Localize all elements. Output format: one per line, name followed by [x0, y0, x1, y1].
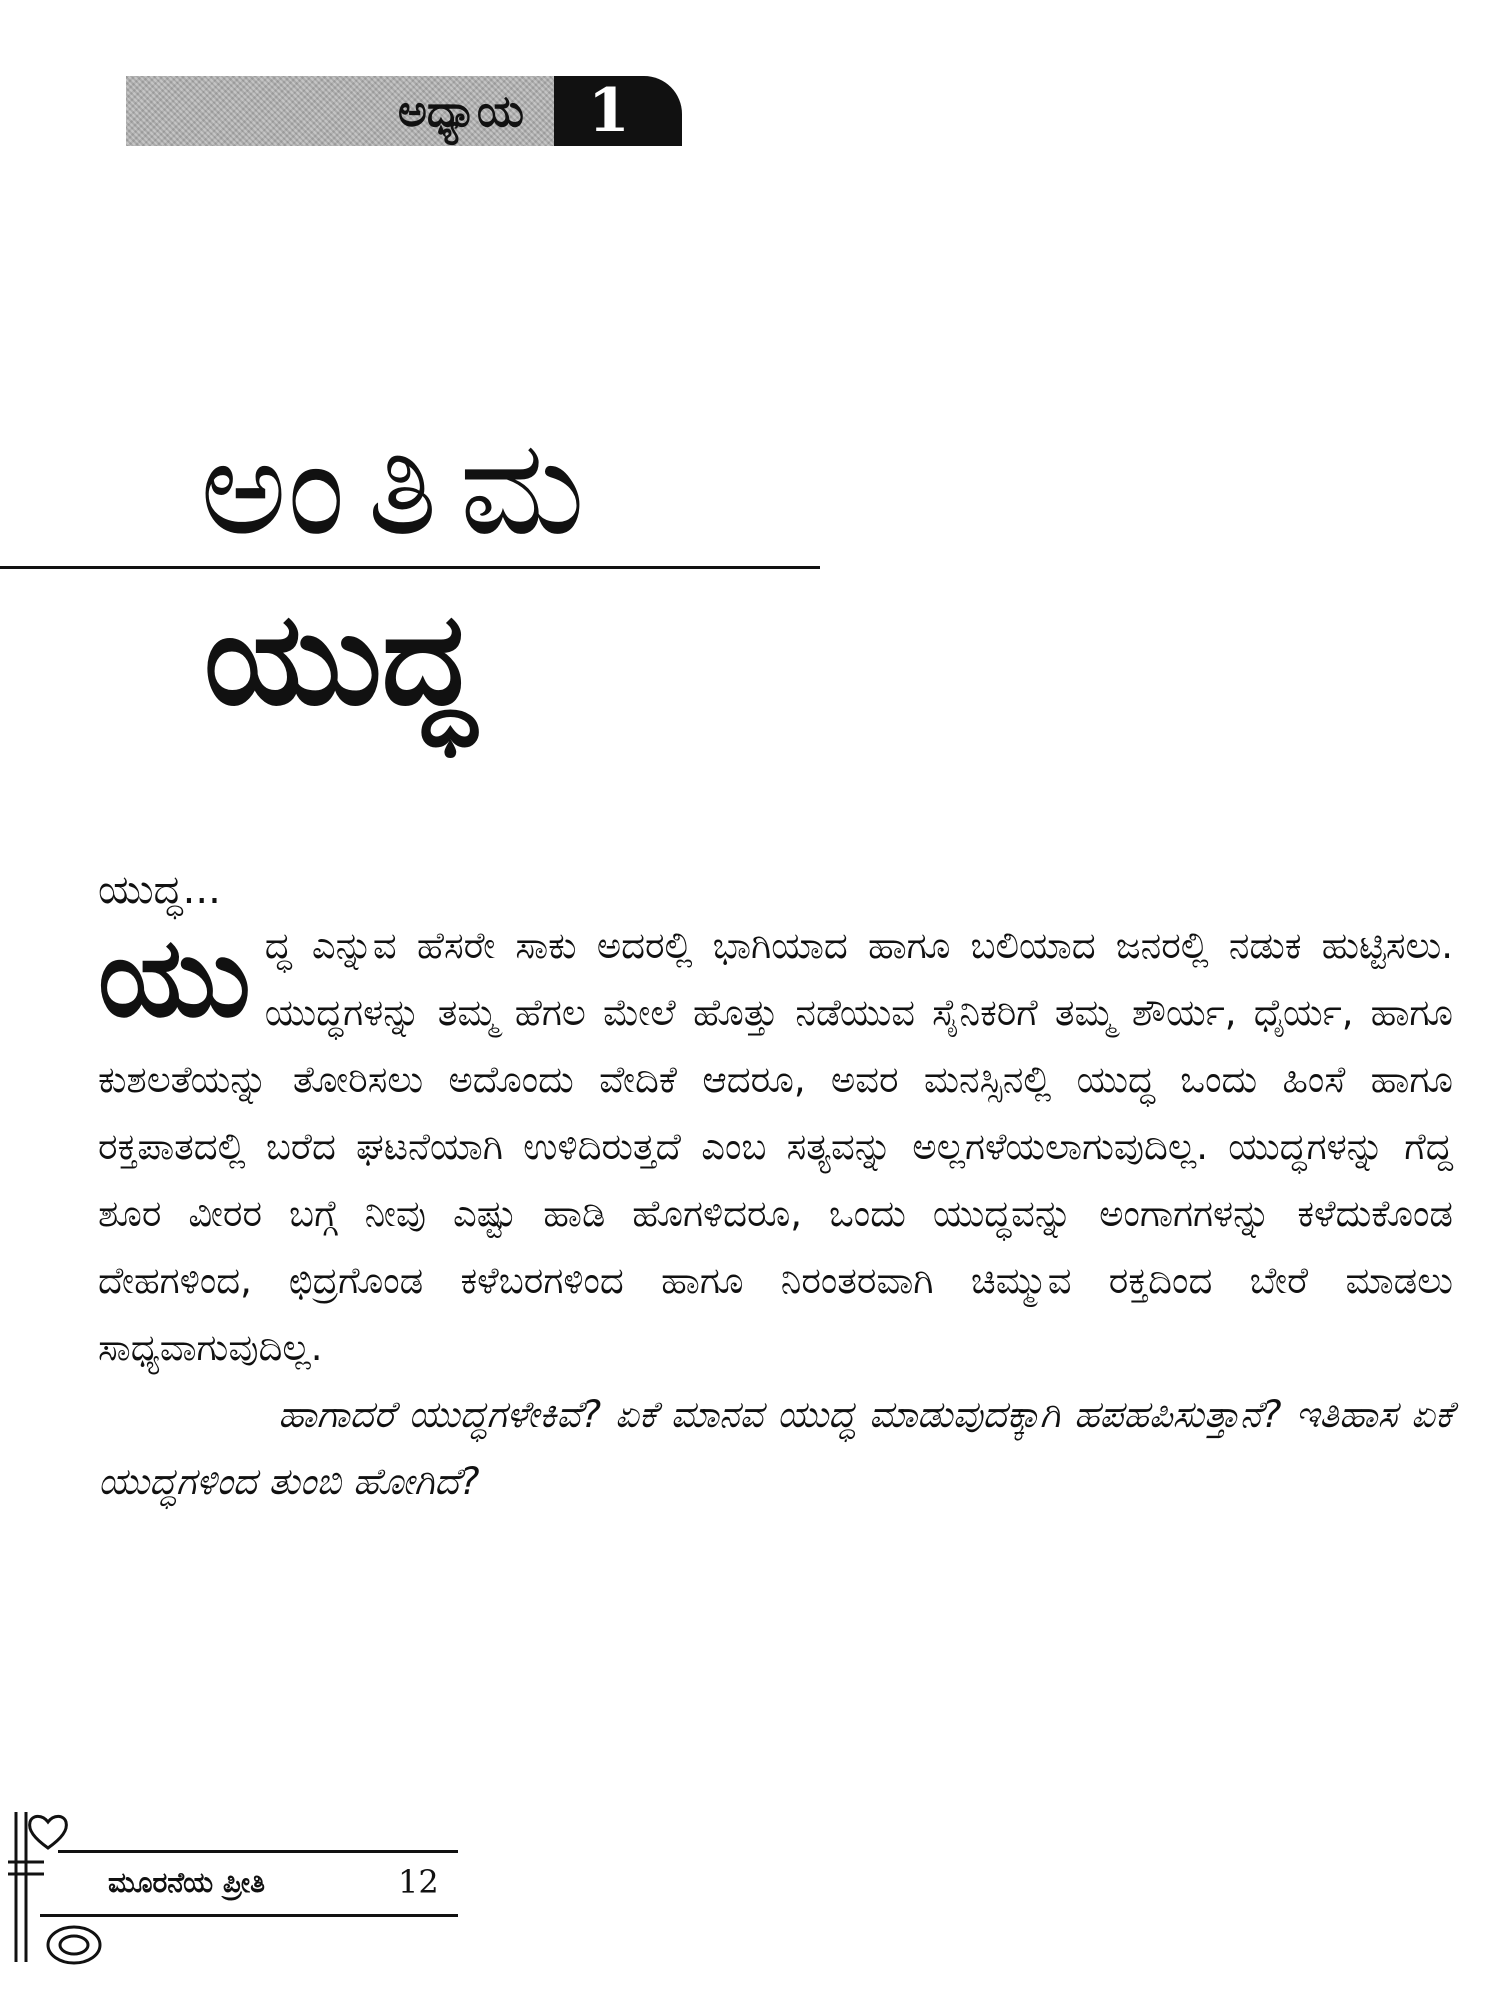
chapter-label: ಅಧ್ಯಾಯ — [126, 76, 554, 146]
footer-page-number: 12 — [398, 1863, 439, 1901]
title-divider — [0, 566, 820, 569]
chapter-number: 1 — [554, 76, 682, 146]
footer-book-title: ಮೂರನೆಯ ಪ್ರೀತಿ — [108, 1866, 265, 1899]
chapter-title-line1: ಅಂತಿಮ — [200, 411, 607, 565]
body-text — [98, 912, 1453, 1515]
footer-rule-bottom — [40, 1914, 458, 1917]
paragraph-1: ದ್ಧ ಎನ್ನುವ ಹೆಸರೇ ಸಾಕು ಅದರಲ್ಲಿ ಭಾಗಿಯಾದ ಹಾಗೂ ಬಲಿಯಾದ ಜನರಲ್ಲಿ ನಡುಕ ಹುಟ್ಟಿಸಲು. ಯುದ್ಧಗಳನ್ನು ತಮ್ಮ ಹೆಗಲ ಮೇಲೆ ಹೊತ್ತು ನಡೆಯುವ ಸೈನಿಕರಿಗೆ ತಮ್ಮ ಶೌರ್ಯ, ಧೈರ್ಯ, ಹಾಗೂ ಕುಶಲತೆಯನ್ನು ತೋರಿಸಲು ಅದೊಂದು ವೇದಿಕೆ ಆದರೂ, ಅವರ ಮನಸ್ಸಿನಲ್ಲಿ ಯುದ್ಧ ಒಂದು ಹಿಂಸೆ ಹಾಗೂ ರಕ್ತಪಾತದಲ್ಲಿ ಬರೆದ ಘಟನೆಯಾಗಿ ಉಳಿದಿರುತ್ತದೆ ಎಂಬ ಸತ್ಯವನ್ನು ಅಲ್ಲಗಳೆಯಲಾಗುವುದಿಲ್ಲ. ಯುದ್ಧಗಳನ್ನು ಗೆದ್ದ ಶೂರ ವೀರರ ಬಗ್ಗೆ ನೀವು ಎಷ್ಟು ಹಾಡಿ ಹೊಗಳಿದರೂ, ಒಂದು ಯುದ್ಧವನ್ನು ಅಂಗಾಗಗಳನ್ನು ಕಳೆದುಕೊಂಡ ದೇಹಗಳಿಂದ, ಛಿದ್ರಗೊಂಡ ಕಳೆಬರಗಳಿಂದ ಹಾಗೂ ನಿರಂತರವಾಗಿ ಚಿಮ್ಮುವ ರಕ್ತದಿಂದ ಬೇರೆ ಮಾಡಲು ಸಾಧ್ಯವಾಗುವುದಿಲ್ಲ. — [98, 924, 1453, 1369]
chapter-title-line2: ಯುದ್ಧ — [204, 585, 475, 734]
paragraph-2: ಹಾಗಾದರೆ ಯುದ್ಧಗಳೇಕಿವೆ? ಏಕೆ ಮಾನವ ಯುದ್ಧ ಮಾಡುವುದಕ್ಕಾಗಿ ಹಪಹಪಿಸುತ್ತಾನೆ? ಇತಿಹಾಸ ಏಕೆ ಯುದ್ಧಗಳಿಂದ ತುಂಬಿ ಹೋಗಿದೆ? — [98, 1393, 1453, 1503]
drop-cap: ಯು — [98, 913, 251, 1041]
section-subhead: ಯುದ್ಧ... — [98, 867, 221, 913]
chapter-banner — [126, 76, 682, 146]
footer-rule-top — [58, 1850, 458, 1853]
heart-icon — [26, 1812, 70, 1852]
circle-icon — [44, 1922, 104, 1968]
